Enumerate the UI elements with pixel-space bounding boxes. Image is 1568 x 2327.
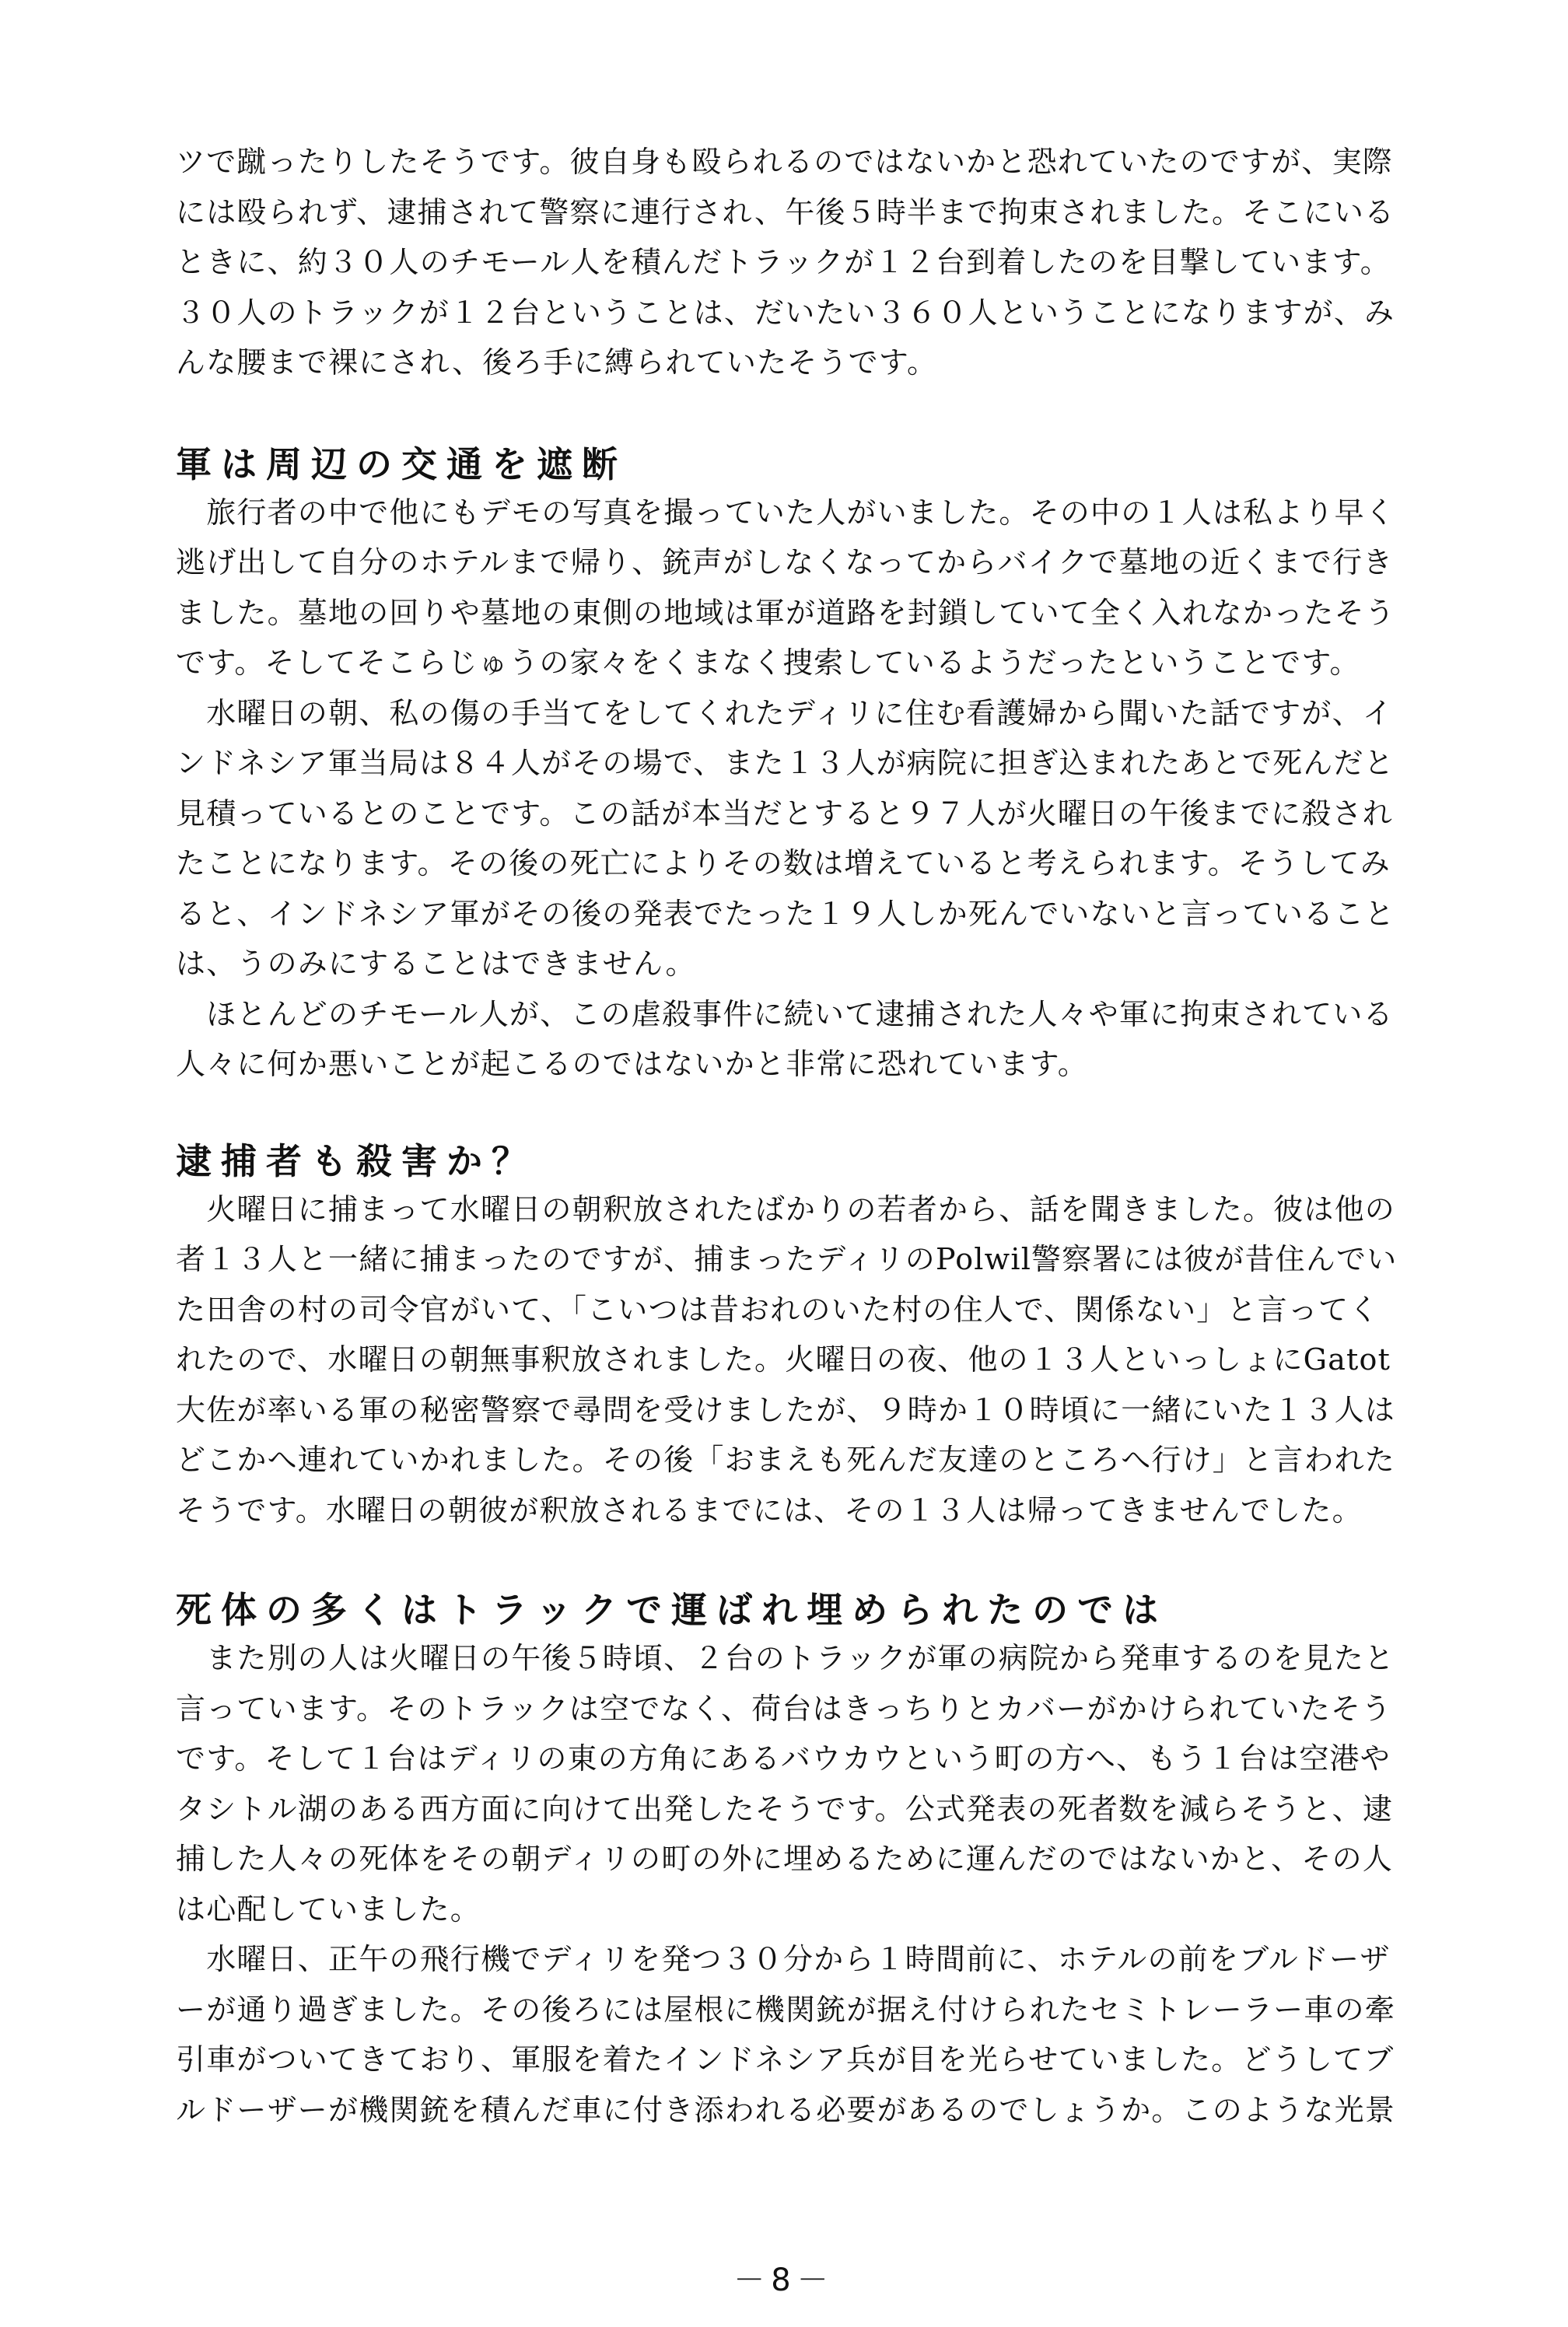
text-line: ンドネシア軍当局は８４人がその場で、また１３人が病院に担ぎ込まれたあとで死んだと <box>176 746 1395 780</box>
text-line: どこかへ連れていかれました。その後「おまえも死んだ友達のところへ行け」と言われた <box>176 1443 1396 1477</box>
text-line: そうです。水曜日の朝彼が釈放されるまでには、その１３人は帰ってきませんでした。 <box>176 1492 1363 1527</box>
text-line: ーが通り過ぎました。その後ろには屋根に機関銃が据え付けられたセミトレーラー車の牽 <box>176 1992 1396 2027</box>
text-line: は心配していました。 <box>176 1891 481 1926</box>
paragraph <box>176 137 1529 388</box>
paragraph <box>176 1934 1529 2135</box>
text-line: 旅行者の中で他にもデモの写真を撮っていた人がいました。その中の１人は私より早く <box>176 495 1396 530</box>
text-line: ると、インドネシア軍がその後の発表でたった１９人しか死んでいないと言っていること <box>176 896 1395 931</box>
text-line: タシトル湖のある西方面に向けて出発したそうです。公式発表の死者数を減らそうと、逮 <box>176 1791 1393 1826</box>
text-line: また別の人は火曜日の午後５時頃、２台のトラックが軍の病院から発車するのを見たと <box>176 1641 1395 1675</box>
text-line: 捕した人々の死体をその朝ディリの町の外に埋めるために運んだのではないかと、その人 <box>176 1842 1393 1876</box>
text-line: んな腰まで裸にされ、後ろ手に縛られていたそうです。 <box>176 345 938 380</box>
text-line: れたので、水曜日の朝無事釈放されました。火曜日の夜、他の１３人といっしょにGatot <box>176 1342 1391 1377</box>
text-line: ほとんどのチモール人が、この虐殺事件に続いて逮捕された人々や軍に拘束されている <box>176 996 1394 1031</box>
section-heading-bodies-buried: 死体の多くはトラックで運ばれ埋められたのでは <box>176 1589 1168 1631</box>
paragraph <box>176 1184 1529 1536</box>
text-line: 見積っているとのことです。この話が本当だとすると９７人が火曜日の午後までに殺され <box>176 796 1393 831</box>
text-line: た田舎の村の司令官がいて、「こいつは昔おれのいた村の住人で、関係ない」と言ってく <box>176 1292 1380 1327</box>
paragraph <box>176 688 1529 989</box>
text-line: には殴られず、逮捕されて警察に連行され、午後５時半まで拘束されました。そこにいる <box>176 194 1395 229</box>
text-line: ルドーザーが機関銃を積んだ車に付き添われる必要があるのでしょうか。このような光景 <box>176 2092 1396 2127</box>
text-line: ました。墓地の回りや墓地の東側の地域は軍が道路を封鎖していて全く入れなかったそう <box>176 595 1396 630</box>
paragraph <box>176 989 1529 1090</box>
text-line: 火曜日に捕まって水曜日の朝釈放されたばかりの若者から、話を聞きました。彼は他の <box>176 1191 1396 1226</box>
text-line: 者１３人と一緒に捕まったのですが、捕まったディリのPolwil警察署には彼が昔住んでい <box>176 1242 1398 1276</box>
text-line: は、うのみにすることはできません。 <box>176 947 696 981</box>
text-line: ツで蹴ったりしたそうです。彼自身も殴られるのではないかと恐れていたのですが、実際 <box>176 145 1393 179</box>
text-line: 人々に何か悪いことが起こるのではないかと非常に恐れています。 <box>176 1047 1088 1081</box>
text-line: たことになります。その後の死亡によりその数は増えていると考えられます。そうしてみ <box>176 846 1391 880</box>
page-number: －8－ <box>733 2262 835 2298</box>
text-line: 水曜日の朝、私の傷の手当てをしてくれたディリに住む看護婦から聞いた話ですが、イ <box>176 695 1393 730</box>
text-line: 逃げ出して自分のホテルまで帰り、銃声がしなくなってからバイクで墓地の近くまで行き <box>176 545 1394 579</box>
text-line: ３０人のトラックが１２台ということは、だいたい３６０人ということになりますが、み <box>176 295 1395 330</box>
text-line: 水曜日、正午の飛行機でディリを発つ３０分から１時間前に、ホテルの前をブルドーザ <box>176 1942 1391 1976</box>
section-heading-detainees-killed: 逮捕者も殺害か？ <box>176 1139 537 1182</box>
paragraph <box>176 488 1529 688</box>
text-line: ときに、約３０人のチモール人を積んだトラックが１２台到着したのを目撃しています。 <box>176 245 1391 279</box>
paragraph <box>176 1633 1529 1934</box>
text-line: 言っています。そのトラックは空でなく、荷台はきっちりとカバーがかけられていたそう <box>176 1691 1392 1726</box>
section-heading-traffic-blocked: 軍は周辺の交通を遮断 <box>176 443 627 485</box>
text-line: 引車がついてきており、軍服を着たインドネシア兵が目を光らせていました。どうしてブ <box>176 2042 1395 2077</box>
text-line: です。そして１台はディリの東の方角にあるバウカウという町の方へ、もう１台は空港や <box>176 1741 1391 1776</box>
document-body <box>176 137 1529 2135</box>
text-line: 大佐が率いる軍の秘密警察で尋問を受けましたが、９時か１０時頃に一緒にいた１３人は <box>176 1392 1396 1427</box>
text-line: です。そしてそこらじゅうの家々をくまなく捜索しているようだったということです。 <box>176 646 1360 680</box>
